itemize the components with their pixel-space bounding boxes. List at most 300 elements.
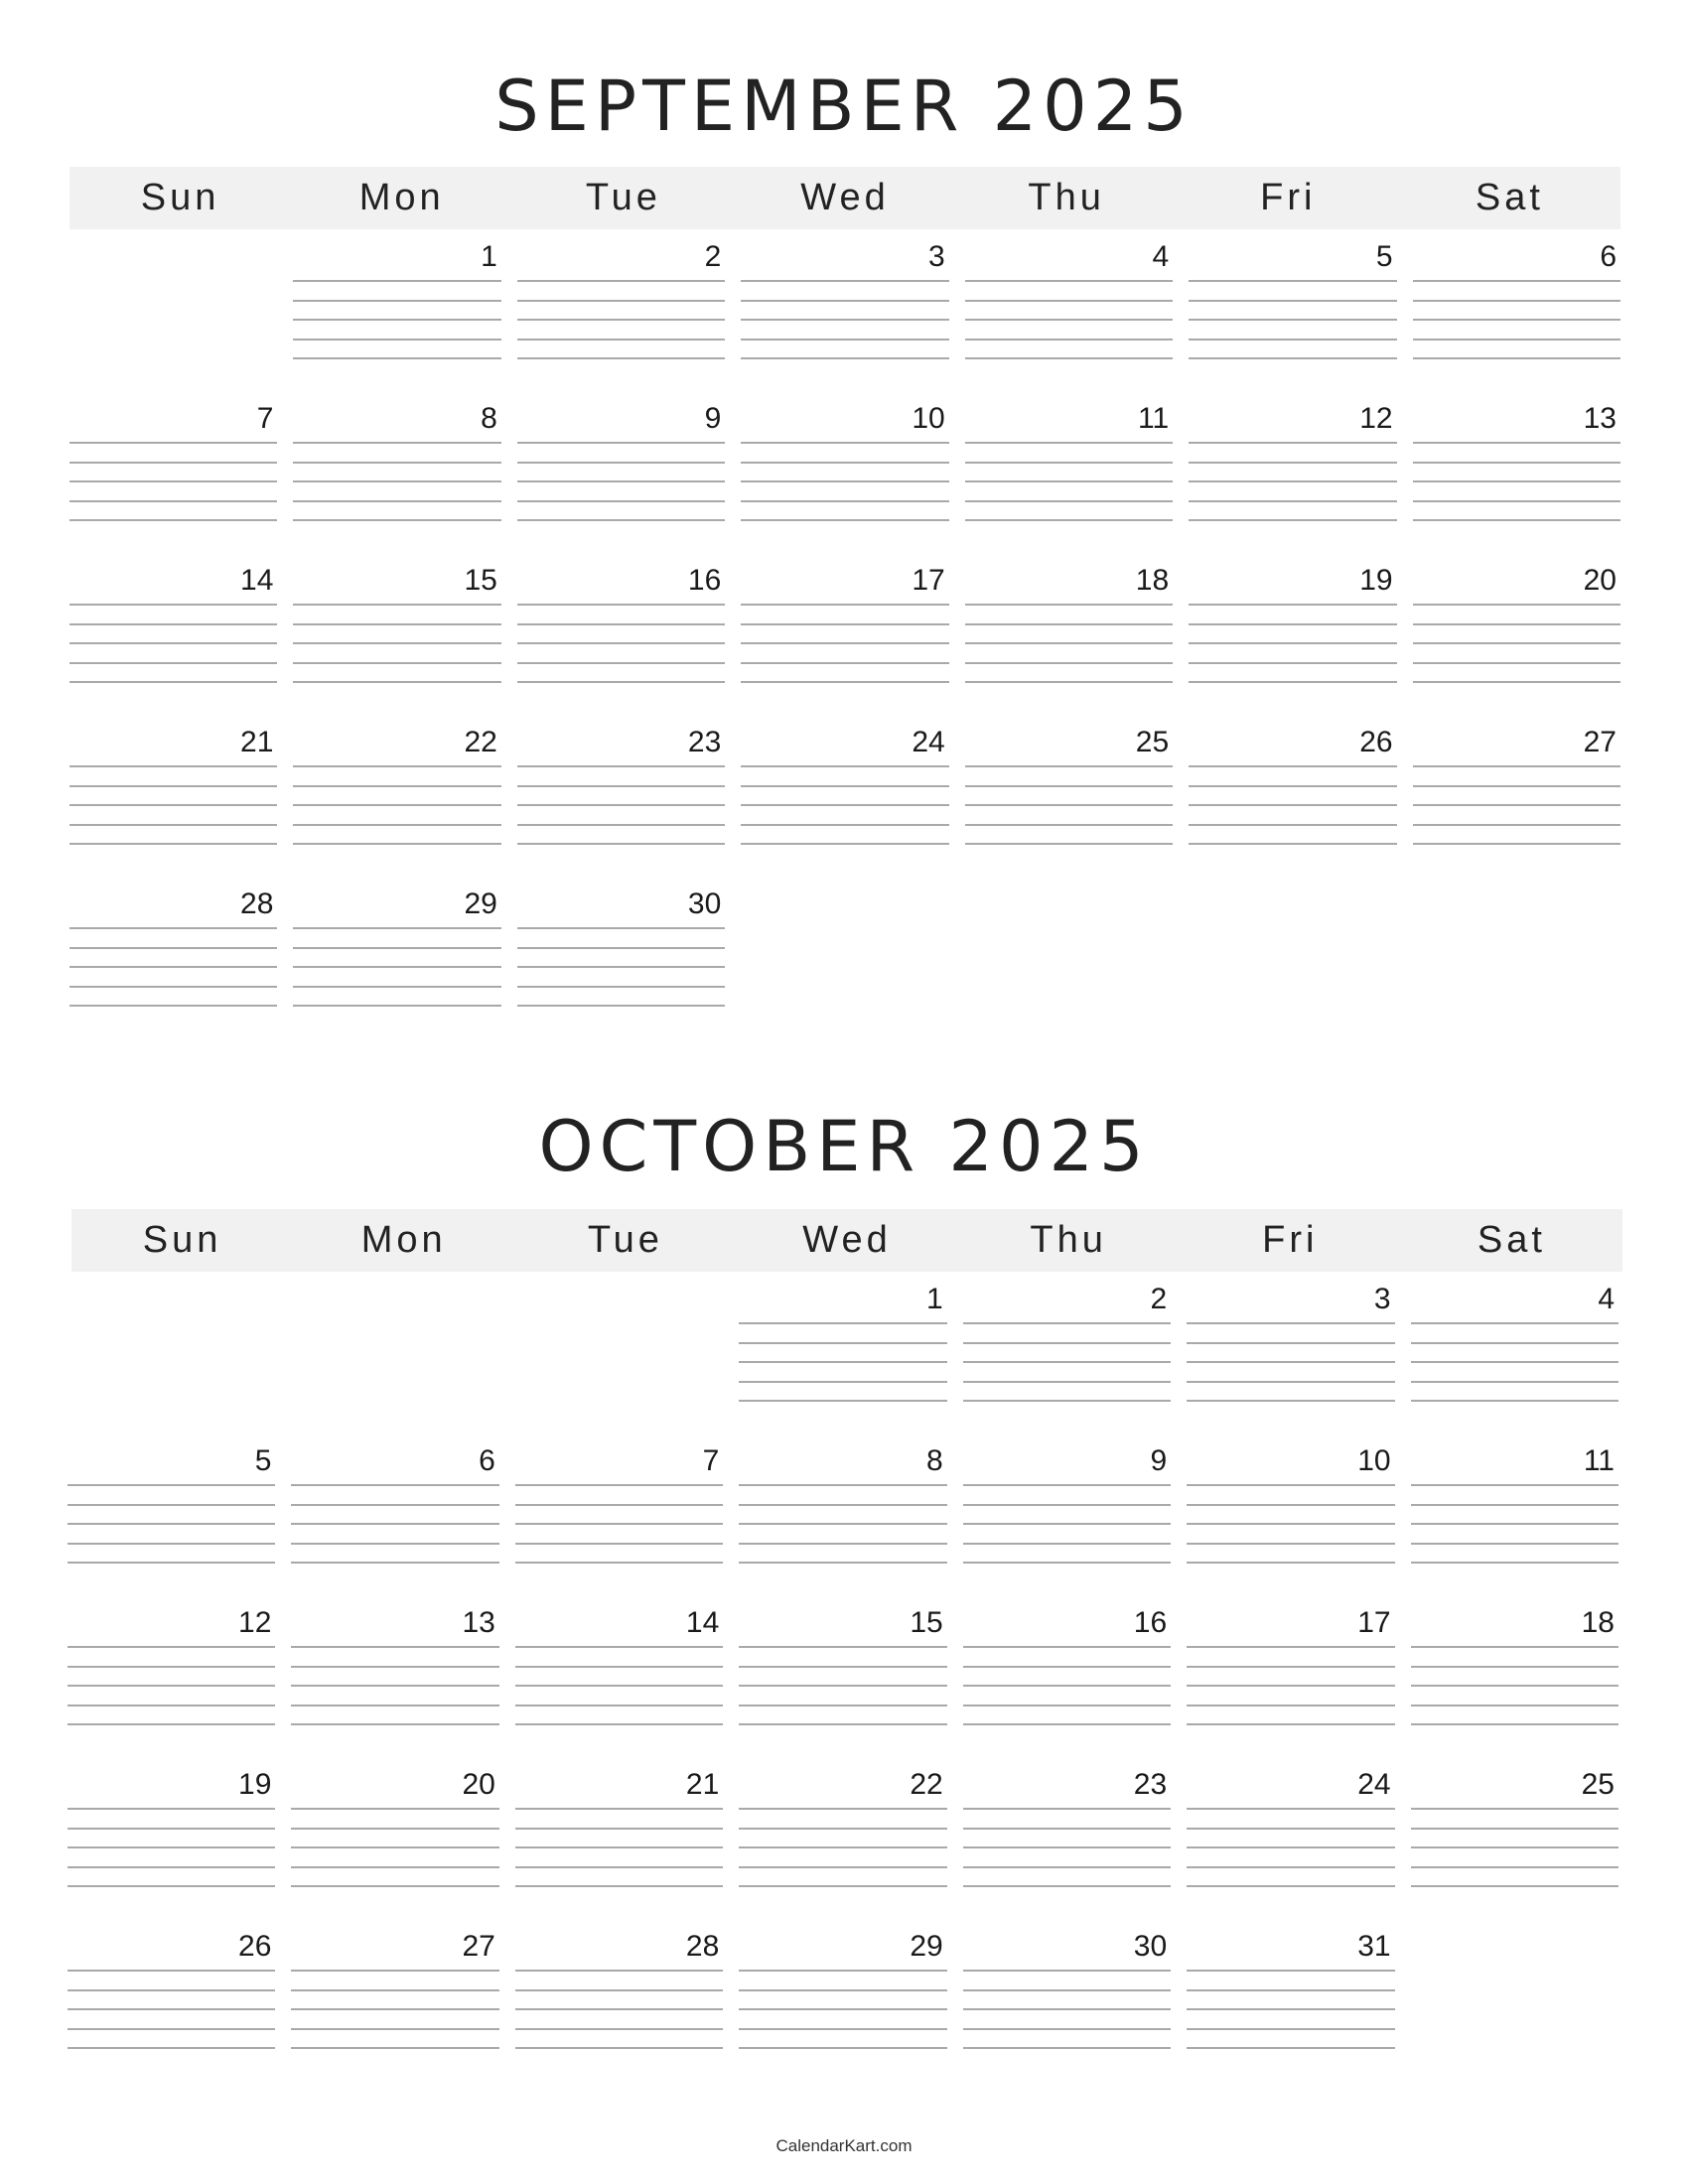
- note-line: [965, 765, 1173, 767]
- note-line: [741, 642, 948, 644]
- note-line: [739, 1846, 946, 1848]
- note-line: [293, 927, 500, 929]
- note-line: [293, 604, 500, 606]
- day-cell: [283, 1600, 506, 1762]
- note-line: [1413, 662, 1620, 664]
- weekday-wed: Wed: [802, 1219, 892, 1261]
- note-line: [741, 765, 948, 767]
- note-line: [741, 824, 948, 826]
- note-line: [1189, 519, 1396, 521]
- note-line: [1189, 843, 1396, 845]
- note-line: [517, 824, 725, 826]
- note-line: [1189, 785, 1396, 787]
- day-cell: [283, 1762, 506, 1924]
- note-line: [1411, 1543, 1618, 1545]
- note-line: [68, 1523, 275, 1525]
- note-line: [1187, 1885, 1394, 1887]
- note-line: [1187, 1723, 1394, 1725]
- day-number: 11: [1137, 402, 1170, 435]
- day-cell: [1179, 1277, 1402, 1438]
- day-number: 3: [928, 240, 945, 273]
- note-line: [1411, 1562, 1618, 1564]
- note-line: [517, 357, 725, 359]
- note-line: [1411, 1846, 1618, 1848]
- note-line: [1411, 1828, 1618, 1830]
- day-number: 26: [238, 1930, 272, 1963]
- note-line: [1413, 604, 1620, 606]
- note-line: [1413, 804, 1620, 806]
- day-cell: [1403, 1762, 1626, 1924]
- note-line: [963, 1504, 1171, 1506]
- note-line: [965, 442, 1173, 444]
- note-line: [1413, 442, 1620, 444]
- note-line: [739, 1646, 946, 1648]
- day-number: 23: [1133, 1768, 1168, 1801]
- note-line: [70, 442, 277, 444]
- note-line: [291, 2008, 498, 2010]
- note-line: [963, 1666, 1171, 1668]
- day-cell: [1403, 1438, 1626, 1600]
- note-line: [293, 339, 500, 341]
- note-line: [517, 843, 725, 845]
- note-line: [1189, 442, 1396, 444]
- note-line: [739, 1723, 946, 1725]
- note-line: [70, 986, 277, 988]
- note-line: [965, 642, 1173, 644]
- note-line: [963, 1685, 1171, 1687]
- day-number: 12: [238, 1606, 272, 1639]
- note-line: [293, 300, 500, 302]
- note-line: [1187, 1828, 1394, 1830]
- day-number: 13: [1583, 402, 1617, 435]
- note-line: [965, 300, 1173, 302]
- day-number: 19: [1359, 564, 1393, 597]
- note-line: [1189, 300, 1396, 302]
- day-number: 11: [1583, 1444, 1615, 1477]
- note-line: [293, 519, 500, 521]
- note-line: [739, 1381, 946, 1383]
- day-cell: [509, 882, 733, 1043]
- note-line: [965, 662, 1173, 664]
- day-number: 7: [702, 1444, 720, 1477]
- note-line: [517, 785, 725, 787]
- note-line: [741, 500, 948, 502]
- note-line: [1187, 2008, 1394, 2010]
- weekday-wed: Wed: [800, 177, 890, 218]
- day-cell: [285, 558, 508, 720]
- note-line: [1187, 1989, 1394, 1991]
- day-cell: [509, 558, 733, 720]
- day-cell: [509, 234, 733, 396]
- day-cell: [733, 396, 956, 558]
- note-line: [1411, 1685, 1618, 1687]
- day-cell: [955, 1438, 1179, 1600]
- note-line: [68, 1723, 275, 1725]
- day-number: 7: [256, 402, 274, 435]
- day-cell: [733, 234, 956, 396]
- day-number: 2: [704, 240, 722, 273]
- day-cell: [731, 1924, 954, 2086]
- note-line: [965, 519, 1173, 521]
- note-line: [291, 1885, 498, 1887]
- note-line: [293, 623, 500, 625]
- note-line: [739, 1504, 946, 1506]
- note-line: [293, 480, 500, 482]
- day-cell: [733, 720, 956, 882]
- weekday-mon: Mon: [360, 1219, 447, 1261]
- note-line: [517, 765, 725, 767]
- note-line: [293, 319, 500, 321]
- note-line: [963, 1342, 1171, 1344]
- note-line: [1187, 2047, 1394, 2049]
- note-line: [1413, 681, 1620, 683]
- note-line: [741, 662, 948, 664]
- note-line: [739, 1400, 946, 1402]
- day-cell: [1405, 396, 1628, 558]
- note-line: [963, 1381, 1171, 1383]
- note-line: [517, 462, 725, 464]
- note-line: [1189, 604, 1396, 606]
- note-line: [965, 500, 1173, 502]
- note-line: [965, 681, 1173, 683]
- note-line: [293, 442, 500, 444]
- note-line: [293, 966, 500, 968]
- note-line: [1189, 339, 1396, 341]
- day-number: 21: [685, 1768, 720, 1801]
- note-line: [515, 1543, 723, 1545]
- note-line: [963, 1484, 1171, 1486]
- note-line: [963, 1846, 1171, 1848]
- day-number: 29: [910, 1930, 943, 1963]
- day-cell: [285, 234, 508, 396]
- note-line: [1189, 642, 1396, 644]
- note-line: [291, 1543, 498, 1545]
- note-line: [1187, 1562, 1394, 1564]
- note-line: [515, 1989, 723, 1991]
- day-number: 28: [240, 887, 274, 920]
- day-cell: [285, 396, 508, 558]
- day-number: 4: [1598, 1283, 1615, 1315]
- weekday-thu: Thu: [1028, 177, 1105, 218]
- day-number: 4: [1152, 240, 1170, 273]
- note-line: [739, 1808, 946, 1810]
- note-line: [739, 1666, 946, 1668]
- day-cell: [60, 1438, 283, 1600]
- note-line: [965, 319, 1173, 321]
- note-line: [963, 1828, 1171, 1830]
- day-cell: [1181, 234, 1404, 396]
- note-line: [70, 843, 277, 845]
- note-line: [515, 1846, 723, 1848]
- day-cell: [731, 1600, 954, 1762]
- note-line: [963, 1705, 1171, 1706]
- note-line: [1411, 1866, 1618, 1868]
- note-line: [741, 843, 948, 845]
- note-line: [68, 2047, 275, 2049]
- note-line: [68, 2008, 275, 2010]
- note-line: [739, 1361, 946, 1363]
- note-line: [1189, 765, 1396, 767]
- day-cell: [507, 1762, 731, 1924]
- note-line: [963, 1322, 1171, 1324]
- note-line: [963, 1970, 1171, 1972]
- note-line: [70, 681, 277, 683]
- note-line: [517, 681, 725, 683]
- note-line: [291, 1666, 498, 1668]
- note-line: [741, 319, 948, 321]
- day-number: 26: [1359, 726, 1393, 758]
- day-number: 2: [1150, 1283, 1168, 1315]
- note-line: [70, 604, 277, 606]
- empty-day-cell: [1405, 882, 1628, 1043]
- note-line: [1189, 462, 1396, 464]
- note-line: [1189, 681, 1396, 683]
- note-line: [965, 623, 1173, 625]
- note-line: [517, 319, 725, 321]
- day-grid: [62, 234, 1628, 1043]
- note-line: [963, 1361, 1171, 1363]
- note-line: [293, 681, 500, 683]
- note-line: [291, 1866, 498, 1868]
- day-number: 18: [1581, 1606, 1615, 1639]
- day-cell: [60, 1762, 283, 1924]
- note-line: [70, 623, 277, 625]
- note-line: [965, 604, 1173, 606]
- day-cell: [1405, 720, 1628, 882]
- note-line: [1189, 500, 1396, 502]
- note-line: [70, 804, 277, 806]
- day-cell: [1181, 720, 1404, 882]
- day-grid: [60, 1277, 1626, 2086]
- note-line: [291, 1523, 498, 1525]
- note-line: [70, 1005, 277, 1007]
- note-line: [515, 1885, 723, 1887]
- day-cell: [733, 558, 956, 720]
- day-cell: [731, 1277, 954, 1438]
- note-line: [741, 357, 948, 359]
- note-line: [1187, 1543, 1394, 1545]
- day-number: 27: [462, 1930, 495, 1963]
- note-line: [1413, 785, 1620, 787]
- day-number: 18: [1135, 564, 1170, 597]
- note-line: [291, 1808, 498, 1810]
- note-line: [517, 623, 725, 625]
- day-number: 23: [687, 726, 722, 758]
- day-number: 8: [926, 1444, 943, 1477]
- note-line: [1187, 1846, 1394, 1848]
- month-title: SEPTEMBER 2025: [494, 66, 1194, 147]
- note-line: [963, 1562, 1171, 1564]
- note-line: [68, 1562, 275, 1564]
- day-number: 27: [1583, 726, 1617, 758]
- note-line: [517, 500, 725, 502]
- note-line: [741, 681, 948, 683]
- note-line: [70, 824, 277, 826]
- day-number: 20: [462, 1768, 495, 1801]
- day-number: 12: [1359, 402, 1393, 435]
- day-number: 6: [1600, 240, 1617, 273]
- note-line: [68, 1808, 275, 1810]
- weekday-header: [71, 1209, 1622, 1272]
- note-line: [293, 824, 500, 826]
- note-line: [515, 1705, 723, 1706]
- footer-credit: CalendarKart.com: [775, 2136, 913, 2155]
- note-line: [68, 1828, 275, 1830]
- day-cell: [957, 720, 1181, 882]
- note-line: [68, 1646, 275, 1648]
- day-number: 8: [481, 402, 497, 435]
- note-line: [965, 462, 1173, 464]
- note-line: [291, 1562, 498, 1564]
- note-line: [1187, 1866, 1394, 1868]
- note-line: [515, 2028, 723, 2030]
- note-line: [1187, 1523, 1394, 1525]
- note-line: [963, 2047, 1171, 2049]
- note-line: [1411, 1808, 1618, 1810]
- note-line: [293, 662, 500, 664]
- note-line: [1413, 300, 1620, 302]
- day-cell: [957, 558, 1181, 720]
- note-line: [741, 604, 948, 606]
- day-number: 24: [1357, 1768, 1391, 1801]
- note-line: [293, 804, 500, 806]
- note-line: [517, 804, 725, 806]
- day-cell: [957, 234, 1181, 396]
- day-number: 30: [687, 887, 722, 920]
- note-line: [70, 480, 277, 482]
- note-line: [963, 1989, 1171, 1991]
- note-line: [291, 1970, 498, 1972]
- note-line: [739, 1970, 946, 1972]
- note-line: [70, 462, 277, 464]
- note-line: [517, 642, 725, 644]
- note-line: [1187, 1484, 1394, 1486]
- day-number: 14: [240, 564, 274, 597]
- note-line: [515, 1970, 723, 1972]
- day-number: 3: [1373, 1283, 1391, 1315]
- note-line: [517, 986, 725, 988]
- weekday-thu: Thu: [1030, 1219, 1107, 1261]
- note-line: [1187, 1400, 1394, 1402]
- note-line: [291, 1723, 498, 1725]
- day-number: 17: [912, 564, 945, 597]
- note-line: [68, 1989, 275, 1991]
- day-cell: [62, 396, 285, 558]
- note-line: [1187, 1322, 1394, 1324]
- note-line: [963, 2028, 1171, 2030]
- note-line: [1411, 1400, 1618, 1402]
- day-number: 30: [1133, 1930, 1168, 1963]
- note-line: [1411, 1342, 1618, 1344]
- note-line: [965, 280, 1173, 282]
- day-cell: [285, 720, 508, 882]
- note-line: [1411, 1322, 1618, 1324]
- note-line: [291, 1846, 498, 1848]
- day-number: 31: [1357, 1930, 1391, 1963]
- note-line: [68, 1484, 275, 1486]
- note-line: [1187, 2028, 1394, 2030]
- day-cell: [955, 1762, 1179, 1924]
- note-line: [1189, 662, 1396, 664]
- note-line: [517, 280, 725, 282]
- day-cell: [507, 1600, 731, 1762]
- note-line: [739, 2047, 946, 2049]
- day-cell: [731, 1438, 954, 1600]
- day-number: 1: [926, 1283, 943, 1315]
- note-line: [291, 1504, 498, 1506]
- note-line: [739, 1484, 946, 1486]
- day-number: 6: [479, 1444, 495, 1477]
- note-line: [1411, 1523, 1618, 1525]
- note-line: [963, 1723, 1171, 1725]
- note-line: [739, 1523, 946, 1525]
- note-line: [1413, 280, 1620, 282]
- weekday-tue: Tue: [585, 177, 661, 218]
- note-line: [515, 1866, 723, 1868]
- note-line: [68, 1866, 275, 1868]
- day-number: 28: [685, 1930, 720, 1963]
- note-line: [1413, 824, 1620, 826]
- note-line: [517, 966, 725, 968]
- day-number: 9: [1150, 1444, 1168, 1477]
- note-line: [1411, 1723, 1618, 1725]
- note-line: [965, 843, 1173, 845]
- note-line: [291, 1685, 498, 1687]
- note-line: [965, 480, 1173, 482]
- note-line: [1411, 1885, 1618, 1887]
- day-cell: [731, 1762, 954, 1924]
- day-cell: [1405, 234, 1628, 396]
- weekday-tue: Tue: [587, 1219, 663, 1261]
- note-line: [293, 765, 500, 767]
- note-line: [1413, 642, 1620, 644]
- note-line: [963, 1400, 1171, 1402]
- empty-day-cell: [1403, 1924, 1626, 2086]
- note-line: [1187, 1685, 1394, 1687]
- note-line: [739, 1543, 946, 1545]
- note-line: [741, 785, 948, 787]
- day-number: 15: [910, 1606, 943, 1639]
- day-cell: [60, 1600, 283, 1762]
- note-line: [1411, 1381, 1618, 1383]
- note-line: [68, 1885, 275, 1887]
- note-line: [515, 2008, 723, 2010]
- note-line: [293, 785, 500, 787]
- day-cell: [62, 558, 285, 720]
- day-number: 20: [1583, 564, 1617, 597]
- note-line: [1189, 319, 1396, 321]
- note-line: [293, 947, 500, 949]
- note-line: [741, 300, 948, 302]
- note-line: [1411, 1484, 1618, 1486]
- note-line: [739, 1885, 946, 1887]
- day-cell: [957, 396, 1181, 558]
- day-cell: [1179, 1924, 1402, 2086]
- note-line: [70, 765, 277, 767]
- note-line: [1413, 319, 1620, 321]
- note-line: [515, 1723, 723, 1725]
- note-line: [1413, 480, 1620, 482]
- note-line: [1189, 824, 1396, 826]
- note-line: [293, 986, 500, 988]
- day-cell: [283, 1924, 506, 2086]
- day-number: 21: [240, 726, 274, 758]
- note-line: [293, 357, 500, 359]
- day-number: 22: [910, 1768, 943, 1801]
- note-line: [1411, 1504, 1618, 1506]
- note-line: [1413, 462, 1620, 464]
- note-line: [965, 785, 1173, 787]
